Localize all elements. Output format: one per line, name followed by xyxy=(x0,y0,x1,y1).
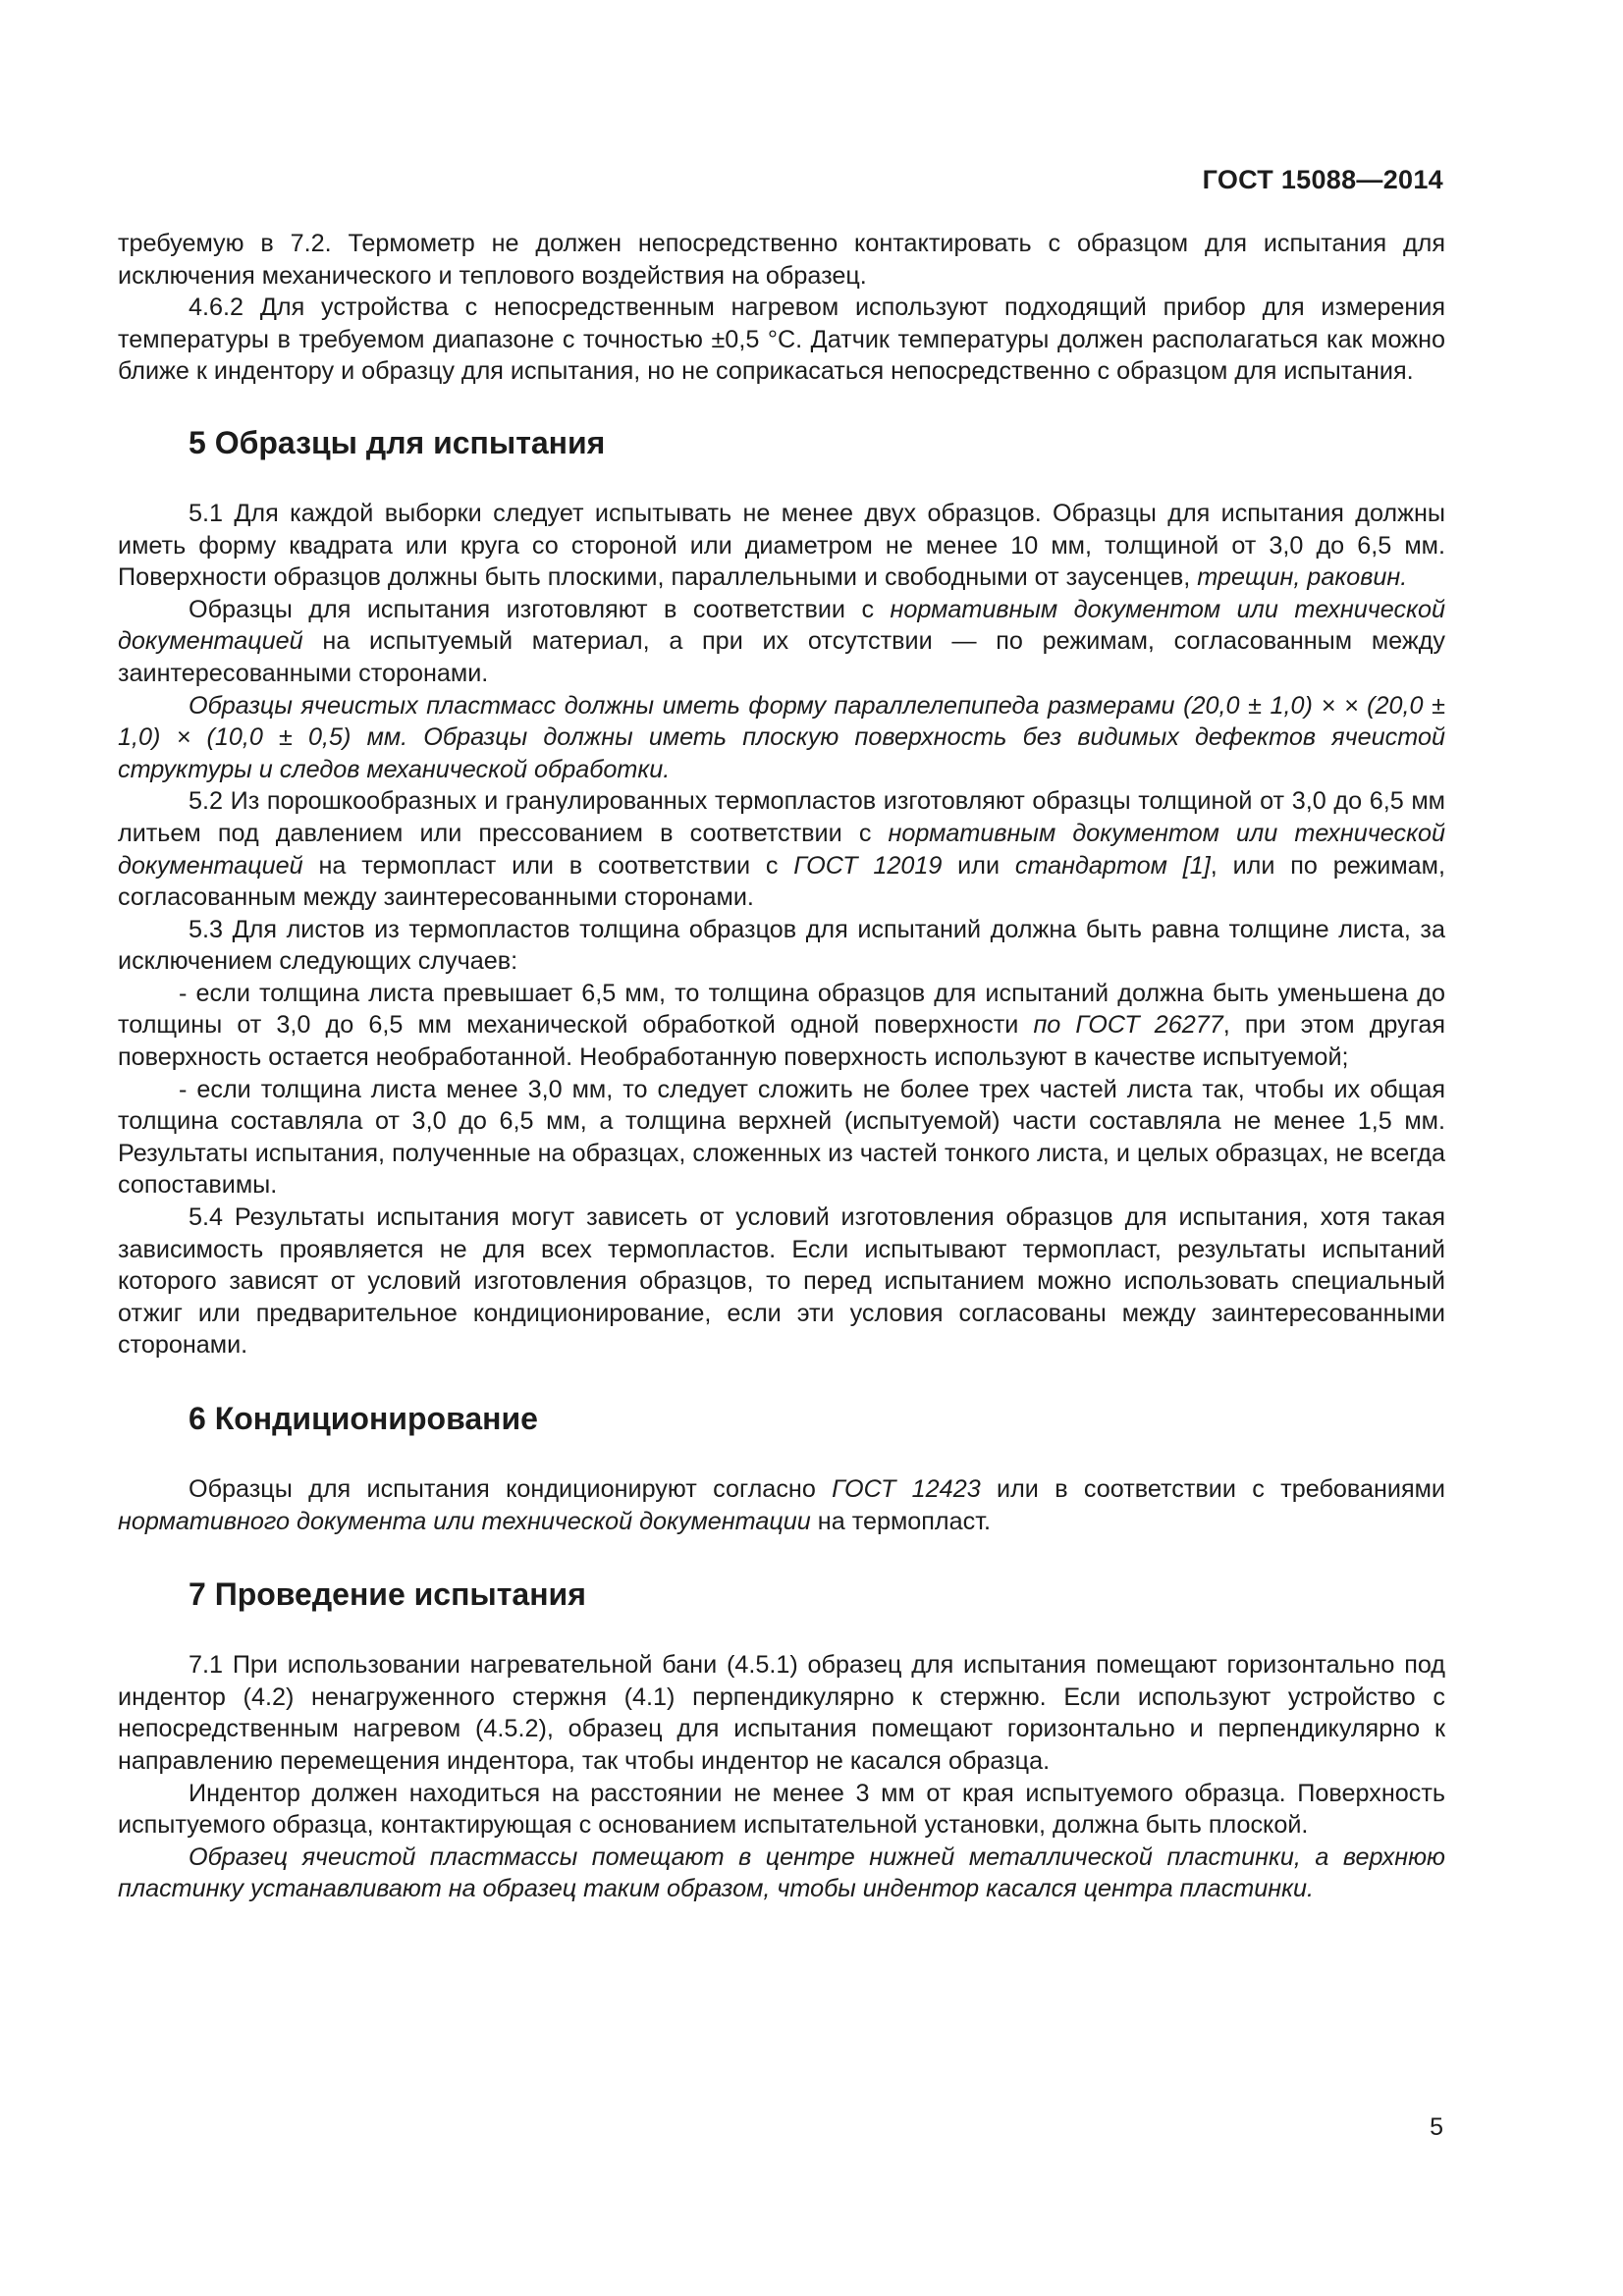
text-run: 5.2 Из порошкообразных и гранулированных термопластов изготовляют образцы толщиной от 3,0 до 6,5 мм литьем под давлением или прессованием в соответствии с xyxy=(118,787,1445,847)
text-run: на испытуемый материал, а при их отсутствии — по режимам, согласованным между заинтересованными сторонами. xyxy=(118,627,1445,687)
italic-run: Образец ячеистой пластмассы помещают в центре нижней металлической пластинки, а верхнюю пластинку устанавливают на образец таким образом, чтобы индентор касался центра пластинки. xyxy=(118,1842,1445,1903)
paragraph-cellular-plastics xyxy=(118,690,1445,786)
section-heading-6: 6 Кондиционирование xyxy=(189,1401,538,1436)
paragraph-conditioning xyxy=(118,1473,1445,1537)
list-item-thin-sheet: - если толщина листа менее 3,0 мм, то следует сложить не более трех частей листа так, чтобы их общая толщина составляла от 3,0 до 6,5 мм, а толщина верхней (испытуемой) части составляла не менее 1,5 мм. Результаты испытания, полученные на образцах, сложенных из частей тонкого листа, и целых образцах, не всегда сопоставимы. xyxy=(118,1075,1445,1200)
paragraph-5-1 xyxy=(118,498,1445,594)
text-run: 5.1 Для каждой выборки следует испытывать не менее двух образцов. Образцы для испытания должны иметь форму квадрата или круга со стороной или диаметром не менее 10 мм, толщиной от 3,0 до 6,5 мм. Поверхности образцов должны быть плоскими, параллельными и свободными от заусенцев, xyxy=(118,499,1445,592)
italic-run: нормативным документом или технической документацией xyxy=(118,819,1445,880)
italic-run: стандартом [1] xyxy=(1014,851,1211,880)
section-heading-5: 5 Образцы для испытания xyxy=(189,424,606,460)
italic-run: Образцы ячеистых пластмасс должны иметь форму параллелепипеда размерами (20,0 ± 1,0) × × (20,0 ± 1,0) × (10,0 ± 0,5) мм. Образцы должны иметь плоскую поверхность без видимых дефектов ячеистой структуры и следов механической обработки. xyxy=(118,691,1445,783)
document-body xyxy=(118,228,1445,1905)
text-run: , при этом другая поверхность остается необработанной. Необработанную поверхность используют в качестве испытуемой; xyxy=(118,1011,1445,1072)
text-run: на термопласт. xyxy=(810,1507,991,1535)
text-run: , или по режимам, согласованным между заинтересованными сторонами. xyxy=(118,851,1445,912)
document-id-header: ГОСТ 15088—2014 xyxy=(1202,165,1443,194)
text-run: Образцы для испытания кондиционируют согласно xyxy=(189,1475,833,1503)
italic-run: нормативным документом или технической документацией xyxy=(118,595,1445,656)
text-run: или xyxy=(942,851,1015,880)
italic-run: ГОСТ 12423 xyxy=(832,1475,981,1503)
paragraph-4-6-2: 4.6.2 Для устройства с непосредственным нагревом используют подходящий прибор для измерения температуры в требуемом диапазоне с точностью ±0,5 °С. Датчик температуры должен располагаться как можно ближе к индентору и образцу для испытания, но не соприкасаться непосредственно с образцом для испытания. xyxy=(118,294,1445,386)
italic-run: ГОСТ 12019 xyxy=(793,851,943,880)
text-run: - если толщина листа превышает 6,5 мм, то толщина образцов для испытаний должна быть уменьшена до толщины от 3,0 до 6,5 мм механической обработкой одной поверхности xyxy=(118,979,1445,1040)
paragraph-cellular-specimen-placement xyxy=(118,1842,1445,1905)
list-item-thick-sheet xyxy=(118,978,1445,1074)
italic-run: трещин, раковин. xyxy=(1197,563,1408,592)
paragraph-continued: требуемую в 7.2. Термометр не должен непосредственно контактировать с образцом для испытания для исключения механического и теплового воздействия на образец. xyxy=(118,230,1445,290)
paragraph-5-4: 5.4 Результаты испытания могут зависеть от условий изготовления образцов для испытания, хотя такая зависимость проявляется не для всех термопластов. Если испытывают термопласт, результаты испытаний которого зависят от условий изготовления образцов, то перед испытанием можно использовать специальный отжиг или предварительное кондиционирование, если эти условия согласованы между заинтересованными сторонами. xyxy=(118,1203,1445,1360)
section-heading-7: 7 Проведение испытания xyxy=(189,1576,586,1613)
page-number: 5 xyxy=(1430,2113,1443,2141)
paragraph-5-2 xyxy=(118,785,1445,913)
paragraph-5-3: 5.3 Для листов из термопластов толщина образцов для испытаний должна быть равна толщине листа, за исключением следующих случаев: xyxy=(118,915,1445,976)
italic-run: нормативного документа или технической документации xyxy=(118,1507,811,1535)
paragraph-7-1: 7.1 При использовании нагревательной бани (4.5.1) образец для испытания помещают горизонтально под индентор (4.2) ненагруженного стержня (4.1) перпендикулярно к стержню. Если используют устройство с непосредственным нагревом (4.5.2), образец для испытания помещают горизонтально и перпендикулярно к направлению перемещения индентора, так чтобы индентор не касался образца. xyxy=(118,1651,1445,1775)
italic-run: по ГОСТ 26277 xyxy=(1033,1011,1223,1040)
text-run: Образцы для испытания изготовляют в соответствии с xyxy=(189,595,891,623)
text-run: на термопласт или в соответствии с xyxy=(302,851,794,880)
paragraph-specimen-manufacture xyxy=(118,594,1445,690)
text-run: или в соответствии с требованиями xyxy=(980,1475,1445,1503)
paragraph-indenter-distance: Индентор должен находиться на расстоянии не менее 3 мм от края испытуемого образца. Поверхность испытуемого образца, контактирующая с основанием испытательной установки, должна быть плоской. xyxy=(118,1779,1445,1840)
